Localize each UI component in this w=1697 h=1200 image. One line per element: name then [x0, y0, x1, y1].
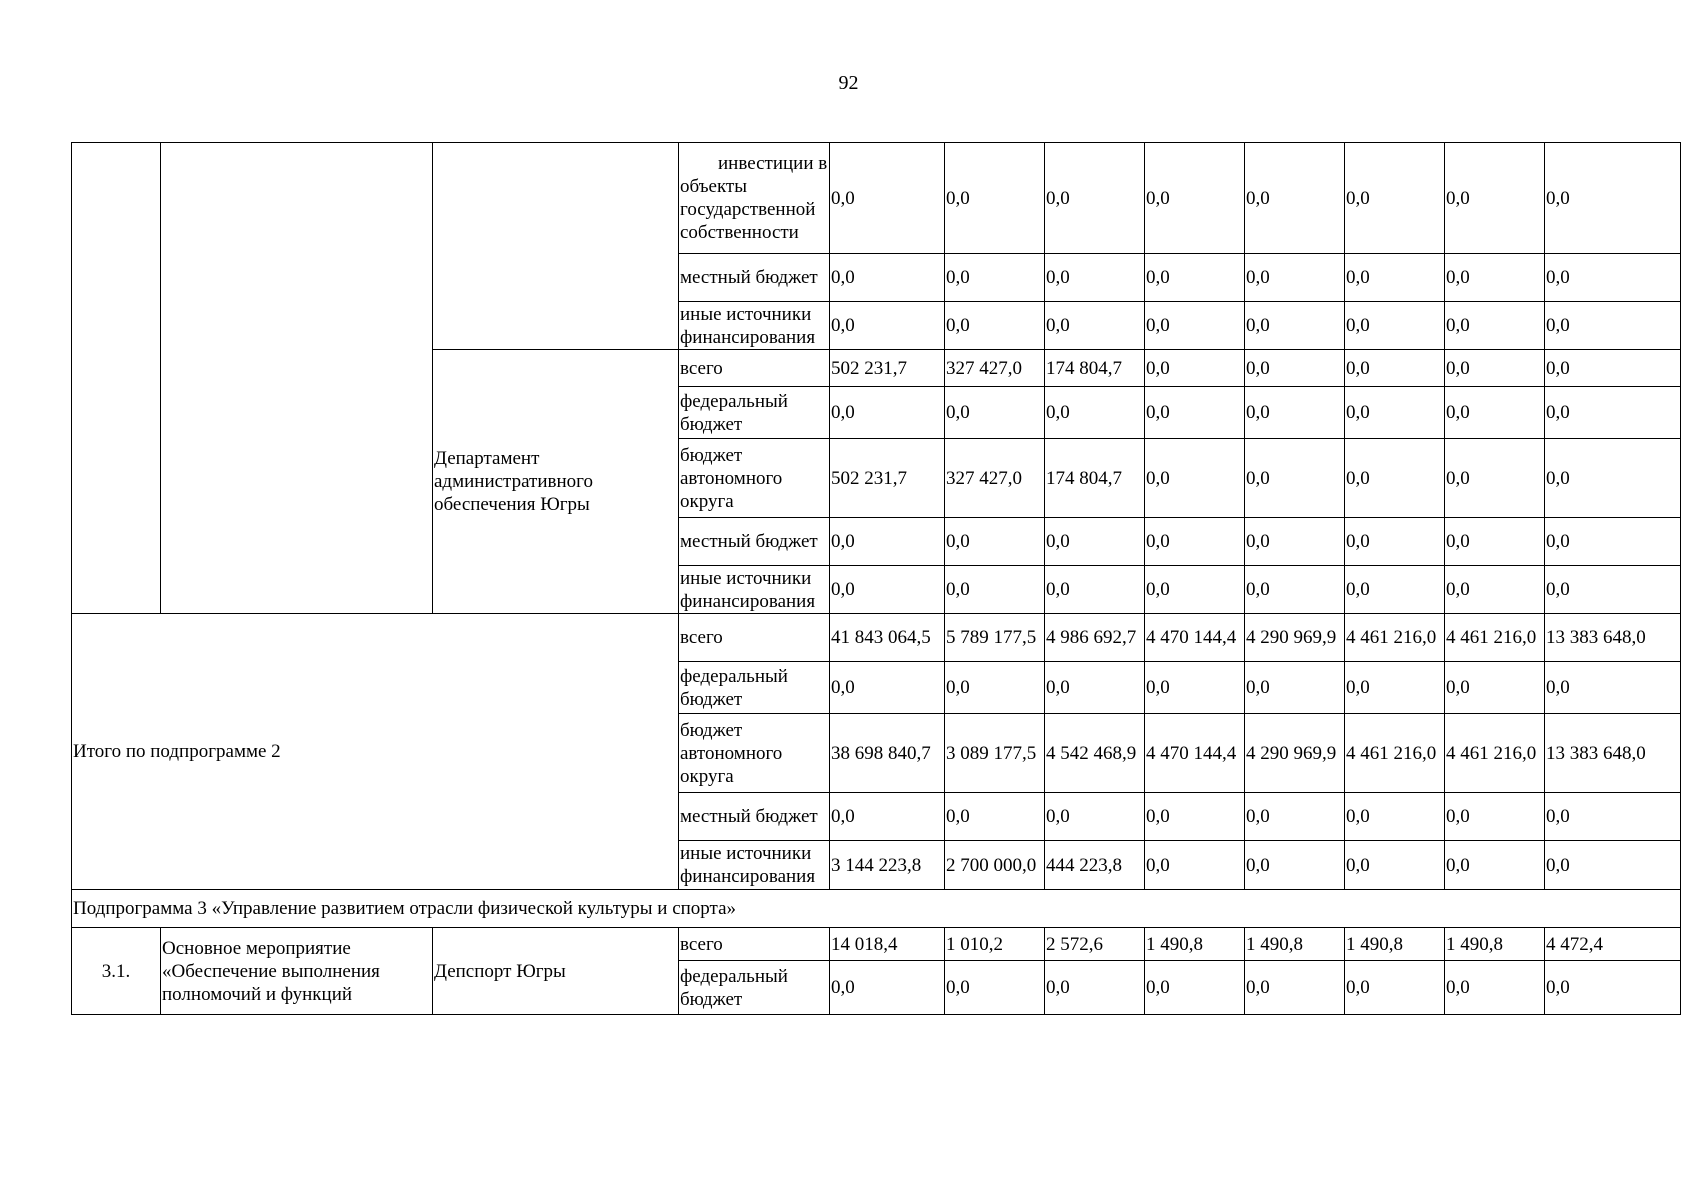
- value-cell: 0,0: [1345, 254, 1445, 302]
- value-cell: 0,0: [830, 302, 945, 350]
- value-cell: 4 986 692,7: [1045, 614, 1145, 662]
- value-cell: 0,0: [1445, 518, 1545, 566]
- value-cell: 0,0: [945, 793, 1045, 841]
- value-cell: 0,0: [1245, 566, 1345, 614]
- value-cell: 0,0: [945, 662, 1045, 714]
- value-cell: 0,0: [1445, 793, 1545, 841]
- value-cell: 0,0: [1045, 961, 1145, 1015]
- table-row: [72, 890, 1681, 928]
- value-cell: 0,0: [1245, 961, 1345, 1015]
- value-cell: 0,0: [945, 254, 1045, 302]
- value-cell: 38 698 840,7: [830, 714, 945, 793]
- value-cell: 0,0: [1545, 793, 1681, 841]
- value-cell: 4 290 969,9: [1245, 614, 1345, 662]
- value-cell: 0,0: [945, 961, 1045, 1015]
- source-label: местный бюджет: [679, 254, 830, 302]
- event-number: 3.1.: [72, 928, 161, 1015]
- value-cell: 0,0: [1145, 350, 1245, 387]
- value-cell: 444 223,8: [1045, 841, 1145, 890]
- source-label: федеральный бюджет: [679, 387, 830, 439]
- table-row: [72, 614, 1681, 662]
- value-cell: 0,0: [1045, 518, 1145, 566]
- source-label: инвестиции в объекты государственной собственности: [679, 143, 830, 254]
- value-cell: 0,0: [1345, 518, 1445, 566]
- value-cell: 0,0: [1145, 387, 1245, 439]
- value-cell: 0,0: [1545, 662, 1681, 714]
- value-cell: 0,0: [1145, 841, 1245, 890]
- value-cell: 0,0: [1145, 566, 1245, 614]
- value-cell: 4 461 216,0: [1345, 714, 1445, 793]
- value-cell: 0,0: [1245, 439, 1345, 518]
- value-cell: 0,0: [1345, 961, 1445, 1015]
- event-cell: [161, 143, 433, 614]
- value-cell: 4 290 969,9: [1245, 714, 1345, 793]
- value-cell: 0,0: [1145, 518, 1245, 566]
- value-cell: 0,0: [945, 566, 1045, 614]
- value-cell: 0,0: [1045, 254, 1145, 302]
- value-cell: 0,0: [1145, 793, 1245, 841]
- source-label: всего: [679, 350, 830, 387]
- value-cell: 0,0: [1245, 841, 1345, 890]
- subprogram-total-label: Итого по подпрограмме 2: [72, 614, 679, 890]
- value-cell: 0,0: [1345, 350, 1445, 387]
- value-cell: 0,0: [830, 566, 945, 614]
- source-label: федеральный бюджет: [679, 662, 830, 714]
- source-label: бюджет автономного округа: [679, 439, 830, 518]
- value-cell: 4 542 468,9: [1045, 714, 1145, 793]
- value-cell: 0,0: [1545, 302, 1681, 350]
- source-label: иные источники финансирования: [679, 566, 830, 614]
- value-cell: 0,0: [1245, 302, 1345, 350]
- value-cell: 0,0: [1545, 961, 1681, 1015]
- value-cell: 14 018,4: [830, 928, 945, 961]
- value-cell: 0,0: [945, 143, 1045, 254]
- value-cell: 1 490,8: [1345, 928, 1445, 961]
- number-cell: [72, 143, 161, 614]
- value-cell: 0,0: [1045, 662, 1145, 714]
- table-row: [72, 928, 1681, 961]
- value-cell: 0,0: [830, 961, 945, 1015]
- value-cell: 0,0: [1345, 143, 1445, 254]
- value-cell: 174 804,7: [1045, 439, 1145, 518]
- value-cell: 174 804,7: [1045, 350, 1145, 387]
- source-label: федеральный бюджет: [679, 961, 830, 1015]
- value-cell: 0,0: [1345, 387, 1445, 439]
- value-cell: 0,0: [1145, 143, 1245, 254]
- value-cell: 0,0: [1345, 566, 1445, 614]
- value-cell: 0,0: [1245, 254, 1345, 302]
- value-cell: 0,0: [1445, 302, 1545, 350]
- source-label: местный бюджет: [679, 518, 830, 566]
- value-cell: 0,0: [830, 662, 945, 714]
- value-cell: 5 789 177,5: [945, 614, 1045, 662]
- subprogram-title: Подпрограмма 3 «Управление развитием отрасли физической культуры и спорта»: [72, 890, 1681, 928]
- value-cell: 0,0: [1245, 518, 1345, 566]
- value-cell: 0,0: [1545, 518, 1681, 566]
- value-cell: 3 144 223,8: [830, 841, 945, 890]
- value-cell: 0,0: [1445, 961, 1545, 1015]
- value-cell: 4 461 216,0: [1345, 614, 1445, 662]
- source-label: иные источники финансирования: [679, 841, 830, 890]
- value-cell: 13 383 648,0: [1545, 714, 1681, 793]
- value-cell: 0,0: [1545, 439, 1681, 518]
- value-cell: 0,0: [1245, 143, 1345, 254]
- value-cell: 1 490,8: [1445, 928, 1545, 961]
- value-cell: 4 461 216,0: [1445, 614, 1545, 662]
- value-cell: 0,0: [830, 254, 945, 302]
- value-cell: 0,0: [1045, 387, 1145, 439]
- source-label: всего: [679, 928, 830, 961]
- table-row: [72, 143, 1681, 254]
- value-cell: 4 470 144,4: [1145, 714, 1245, 793]
- value-cell: 1 490,8: [1245, 928, 1345, 961]
- value-cell: 13 383 648,0: [1545, 614, 1681, 662]
- value-cell: 0,0: [1445, 566, 1545, 614]
- value-cell: 0,0: [830, 143, 945, 254]
- value-cell: 0,0: [1245, 350, 1345, 387]
- value-cell: 0,0: [1445, 143, 1545, 254]
- value-cell: 0,0: [1145, 439, 1245, 518]
- value-cell: 0,0: [1545, 350, 1681, 387]
- value-cell: 0,0: [1545, 387, 1681, 439]
- source-label: бюджет автономного округа: [679, 714, 830, 793]
- value-cell: 0,0: [830, 793, 945, 841]
- value-cell: 0,0: [1045, 566, 1145, 614]
- value-cell: 0,0: [1245, 387, 1345, 439]
- value-cell: 0,0: [945, 302, 1045, 350]
- value-cell: 327 427,0: [945, 439, 1045, 518]
- value-cell: 4 470 144,4: [1145, 614, 1245, 662]
- value-cell: 0,0: [1045, 143, 1145, 254]
- budget-table: [71, 142, 1681, 1015]
- source-label: иные источники финансирования: [679, 302, 830, 350]
- source-label: местный бюджет: [679, 793, 830, 841]
- value-cell: 1 010,2: [945, 928, 1045, 961]
- value-cell: 0,0: [1445, 387, 1545, 439]
- value-cell: 0,0: [1145, 302, 1245, 350]
- value-cell: 327 427,0: [945, 350, 1045, 387]
- value-cell: 0,0: [1445, 350, 1545, 387]
- executor-cell: Департамент административного обеспечения Югры: [433, 350, 679, 614]
- value-cell: 41 843 064,5: [830, 614, 945, 662]
- value-cell: 0,0: [1445, 841, 1545, 890]
- value-cell: 0,0: [1445, 254, 1545, 302]
- value-cell: 0,0: [1045, 793, 1145, 841]
- value-cell: 0,0: [1445, 439, 1545, 518]
- value-cell: 2 572,6: [1045, 928, 1145, 961]
- executor-cell: Депспорт Югры: [433, 928, 679, 1015]
- page-number: 92: [838, 72, 859, 94]
- value-cell: 0,0: [1345, 793, 1445, 841]
- value-cell: 0,0: [1245, 662, 1345, 714]
- value-cell: 0,0: [1045, 302, 1145, 350]
- value-cell: 0,0: [945, 518, 1045, 566]
- value-cell: 1 490,8: [1145, 928, 1245, 961]
- value-cell: 0,0: [945, 387, 1045, 439]
- executor-cell: [433, 143, 679, 350]
- value-cell: 4 461 216,0: [1445, 714, 1545, 793]
- value-cell: 0,0: [1345, 302, 1445, 350]
- value-cell: 4 472,4: [1545, 928, 1681, 961]
- value-cell: 0,0: [1345, 841, 1445, 890]
- value-cell: 0,0: [1145, 662, 1245, 714]
- value-cell: 2 700 000,0: [945, 841, 1045, 890]
- value-cell: 0,0: [830, 518, 945, 566]
- value-cell: 3 089 177,5: [945, 714, 1045, 793]
- value-cell: 0,0: [1245, 793, 1345, 841]
- source-label: всего: [679, 614, 830, 662]
- value-cell: 0,0: [1545, 841, 1681, 890]
- event-name: Основное мероприятие «Обеспечение выполнения полномочий и функций: [161, 928, 433, 1015]
- value-cell: 0,0: [1145, 961, 1245, 1015]
- value-cell: 0,0: [1545, 143, 1681, 254]
- value-cell: 0,0: [1345, 662, 1445, 714]
- value-cell: 502 231,7: [830, 350, 945, 387]
- value-cell: 0,0: [1445, 662, 1545, 714]
- value-cell: 0,0: [1345, 439, 1445, 518]
- value-cell: 0,0: [1545, 254, 1681, 302]
- value-cell: 0,0: [830, 387, 945, 439]
- value-cell: 0,0: [1145, 254, 1245, 302]
- value-cell: 0,0: [1545, 566, 1681, 614]
- value-cell: 502 231,7: [830, 439, 945, 518]
